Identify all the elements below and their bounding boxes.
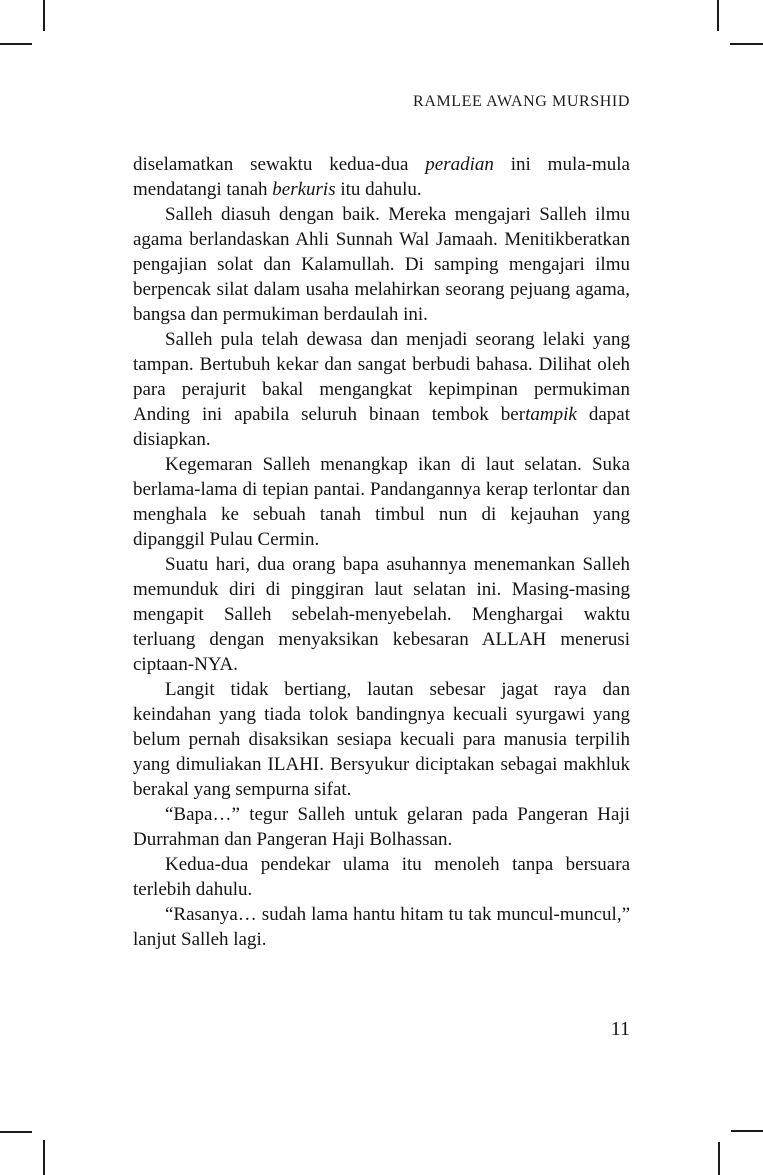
text-run: Suatu hari, dua orang bapa asuhannya menemankan Salleh memunduk diri di pinggiran laut selatan ini. Masing-masing mengapit Salleh sebelah-menyebelah. Menghargai waktu terluang dengan menyaksikan kebesaran ALLAH menerusi ciptaan-NYA.: [133, 554, 630, 675]
paragraph: [133, 802, 630, 852]
crop-mark-top-right-horizontal: [730, 43, 763, 45]
crop-mark-top-left-vertical: [43, 0, 45, 31]
italic-text-run: peradian: [425, 154, 494, 175]
paragraph: [133, 152, 630, 202]
text-run: “Rasanya… sudah lama hantu hitam tu tak muncul-muncul,” lanjut Salleh lagi.: [133, 904, 630, 950]
text-run: Salleh diasuh dengan baik. Mereka mengajari Salleh ilmu agama berlandaskan Ahli Sunnah Wal Jamaah. Menitikberatkan pengajian solat dan Kalamullah. Di samping mengajari ilmu berpencak silat dalam usaha melahirkan seorang pejuang agama, bangsa dan permukiman berdaulah ini.: [133, 204, 630, 325]
paragraph: [133, 902, 630, 952]
text-run: dapat disiapkan.: [133, 404, 630, 450]
body-text: [133, 152, 630, 952]
paragraph: [133, 452, 630, 552]
text-run: “Bapa…” tegur Salleh untuk gelaran pada Pangeran Haji Durrahman dan Pangeran Haji Bolhassan.: [133, 804, 630, 850]
running-header: RAMLEE AWANG MURSHID: [413, 93, 630, 110]
text-run: Kedua-dua pendekar ulama itu menoleh tanpa bersuara terlebih dahulu.: [133, 854, 630, 900]
text-run: ini mula-mula mendatangi tanah: [133, 154, 630, 200]
text-run: diselamatkan sewaktu kedua-dua: [133, 154, 426, 175]
text-run: Langit tidak bertiang, lautan sebesar jagat raya dan keindahan yang tiada tolok bandingnya kecuali syurgawi yang belum pernah disaksikan sesiapa kecuali para manusia terpilih yang dimuliakan ILAHI. Bersyukur diciptakan sebagai makhluk berakal yang sempurna sifat.: [133, 679, 630, 800]
paragraph: [133, 202, 630, 327]
paragraph: [133, 327, 630, 452]
crop-mark-bottom-left-horizontal: [0, 1131, 32, 1133]
page-number: 11: [610, 1018, 630, 1040]
crop-mark-top-right-vertical: [717, 0, 719, 31]
italic-text-run: tampik: [525, 404, 577, 425]
paragraph: [133, 852, 630, 902]
crop-mark-top-left-horizontal: [0, 43, 32, 45]
crop-mark-bottom-left-vertical: [43, 1140, 45, 1175]
crop-mark-bottom-right-horizontal: [731, 1130, 763, 1132]
crop-mark-bottom-right-vertical: [718, 1142, 720, 1175]
paragraph: [133, 677, 630, 802]
paragraph: [133, 552, 630, 677]
text-run: itu dahulu.: [335, 179, 422, 200]
italic-text-run: berkuris: [272, 179, 336, 200]
text-run: Salleh pula telah dewasa dan menjadi seorang lelaki yang tampan. Bertubuh kekar dan sangat berbudi bahasa. Dilihat oleh para perajurit bakal mengangkat kepimpinan permukiman Anding ini apabila seluruh binaan tembok ber: [133, 329, 630, 425]
text-run: Kegemaran Salleh menangkap ikan di laut selatan. Suka berlama-lama di tepian pantai. Pandangannya kerap terlontar dan menghala ke sebuah tanah timbul nun di kejauhan yang dipanggil Pulau Cermin.: [133, 454, 630, 550]
